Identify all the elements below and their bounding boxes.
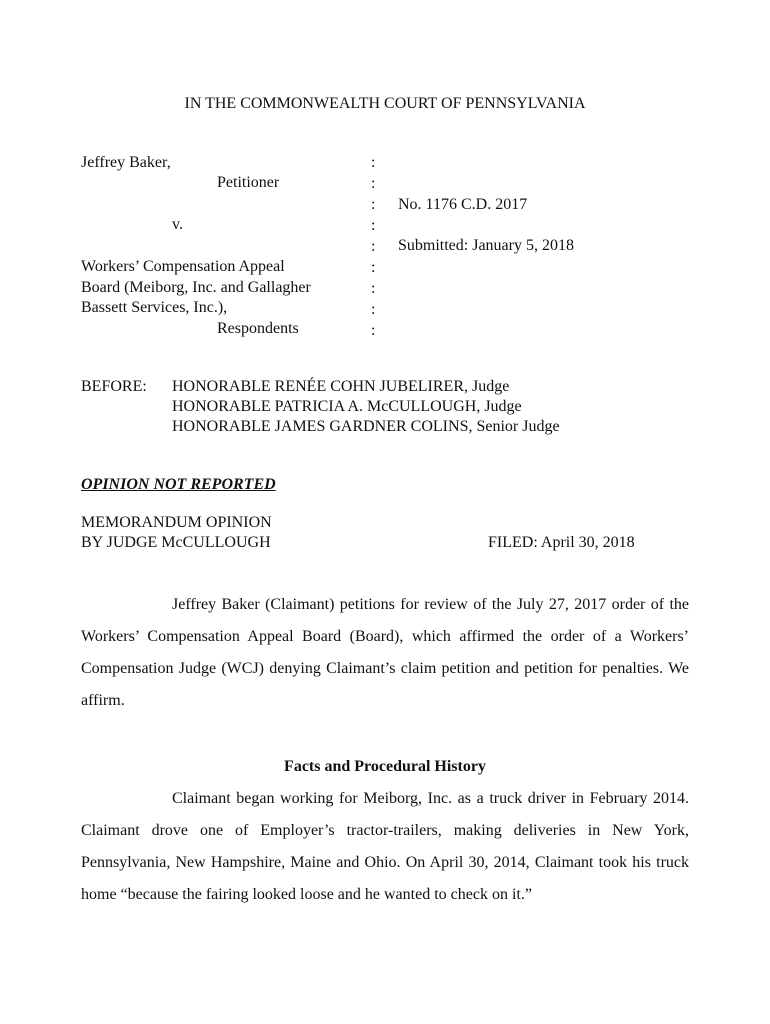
judge-list xyxy=(172,377,560,437)
caption-colon: : xyxy=(371,280,376,297)
facts-paragraph-text: Claimant began working for Meiborg, Inc. as a truck driver in February 2014. Claimant drove one of Employer’s tractor-trailers, making deliveries in New York, Pennsylvania, New Hampshire, Maine and Ohio. On April 30, 2014, Claimant took his truck home “because the fairing looked loose and he wanted to check on it.” xyxy=(81,790,689,903)
filed-date: FILED: April 30, 2018 xyxy=(488,534,635,551)
caption-colon: : xyxy=(371,322,376,339)
judge-name: HONORABLE PATRICIA A. McCULLOUGH, Judge xyxy=(172,398,522,415)
memorandum-heading xyxy=(81,513,272,553)
judge-name: HONORABLE RENÉE COHN JUBELIRER, Judge xyxy=(172,378,510,395)
before-label: BEFORE: xyxy=(81,378,147,395)
opinion-status: OPINION NOT REPORTED xyxy=(81,476,276,493)
intro-paragraph xyxy=(81,589,689,717)
memorandum-line-2: BY JUDGE McCULLOUGH xyxy=(81,534,271,551)
caption-colon: : xyxy=(371,196,376,213)
judge-name: HONORABLE JAMES GARDNER COLINS, Senior Judge xyxy=(172,418,560,435)
caption-colon: : xyxy=(371,301,376,318)
caption-colon: : xyxy=(371,154,376,171)
respondent-line-2: Board (Meiborg, Inc. and Gallagher xyxy=(81,279,311,296)
respondent-line-1: Workers’ Compensation Appeal xyxy=(81,258,285,275)
section-heading: Facts and Procedural History xyxy=(284,758,486,775)
respondent-role: Respondents xyxy=(217,320,299,337)
court-name: IN THE COMMONWEALTH COURT OF PENNSYLVANIA xyxy=(184,95,586,112)
caption-colon: : xyxy=(371,259,376,276)
submitted-date: Submitted: January 5, 2018 xyxy=(398,237,574,254)
intro-paragraph-text: Jeffrey Baker (Claimant) petitions for review of the July 27, 2017 order of the Workers’ Compensation Appeal Board (Board), which affirmed the order of a Workers’ Compensation Judge (WCJ) denying Claimant’s claim petition and petition for penalties. We affirm. xyxy=(81,596,689,709)
versus: v. xyxy=(172,216,183,233)
caption-colon: : xyxy=(371,175,376,192)
caption-colon: : xyxy=(371,217,376,234)
docket-number: No. 1176 C.D. 2017 xyxy=(398,196,528,213)
respondent-line-3: Bassett Services, Inc.), xyxy=(81,299,228,316)
memorandum-line-1: MEMORANDUM OPINION xyxy=(81,514,272,531)
petitioner-role: Petitioner xyxy=(217,174,280,191)
caption-colon: : xyxy=(371,238,376,255)
petitioner-name: Jeffrey Baker, xyxy=(81,154,171,171)
facts-paragraph xyxy=(81,783,689,911)
